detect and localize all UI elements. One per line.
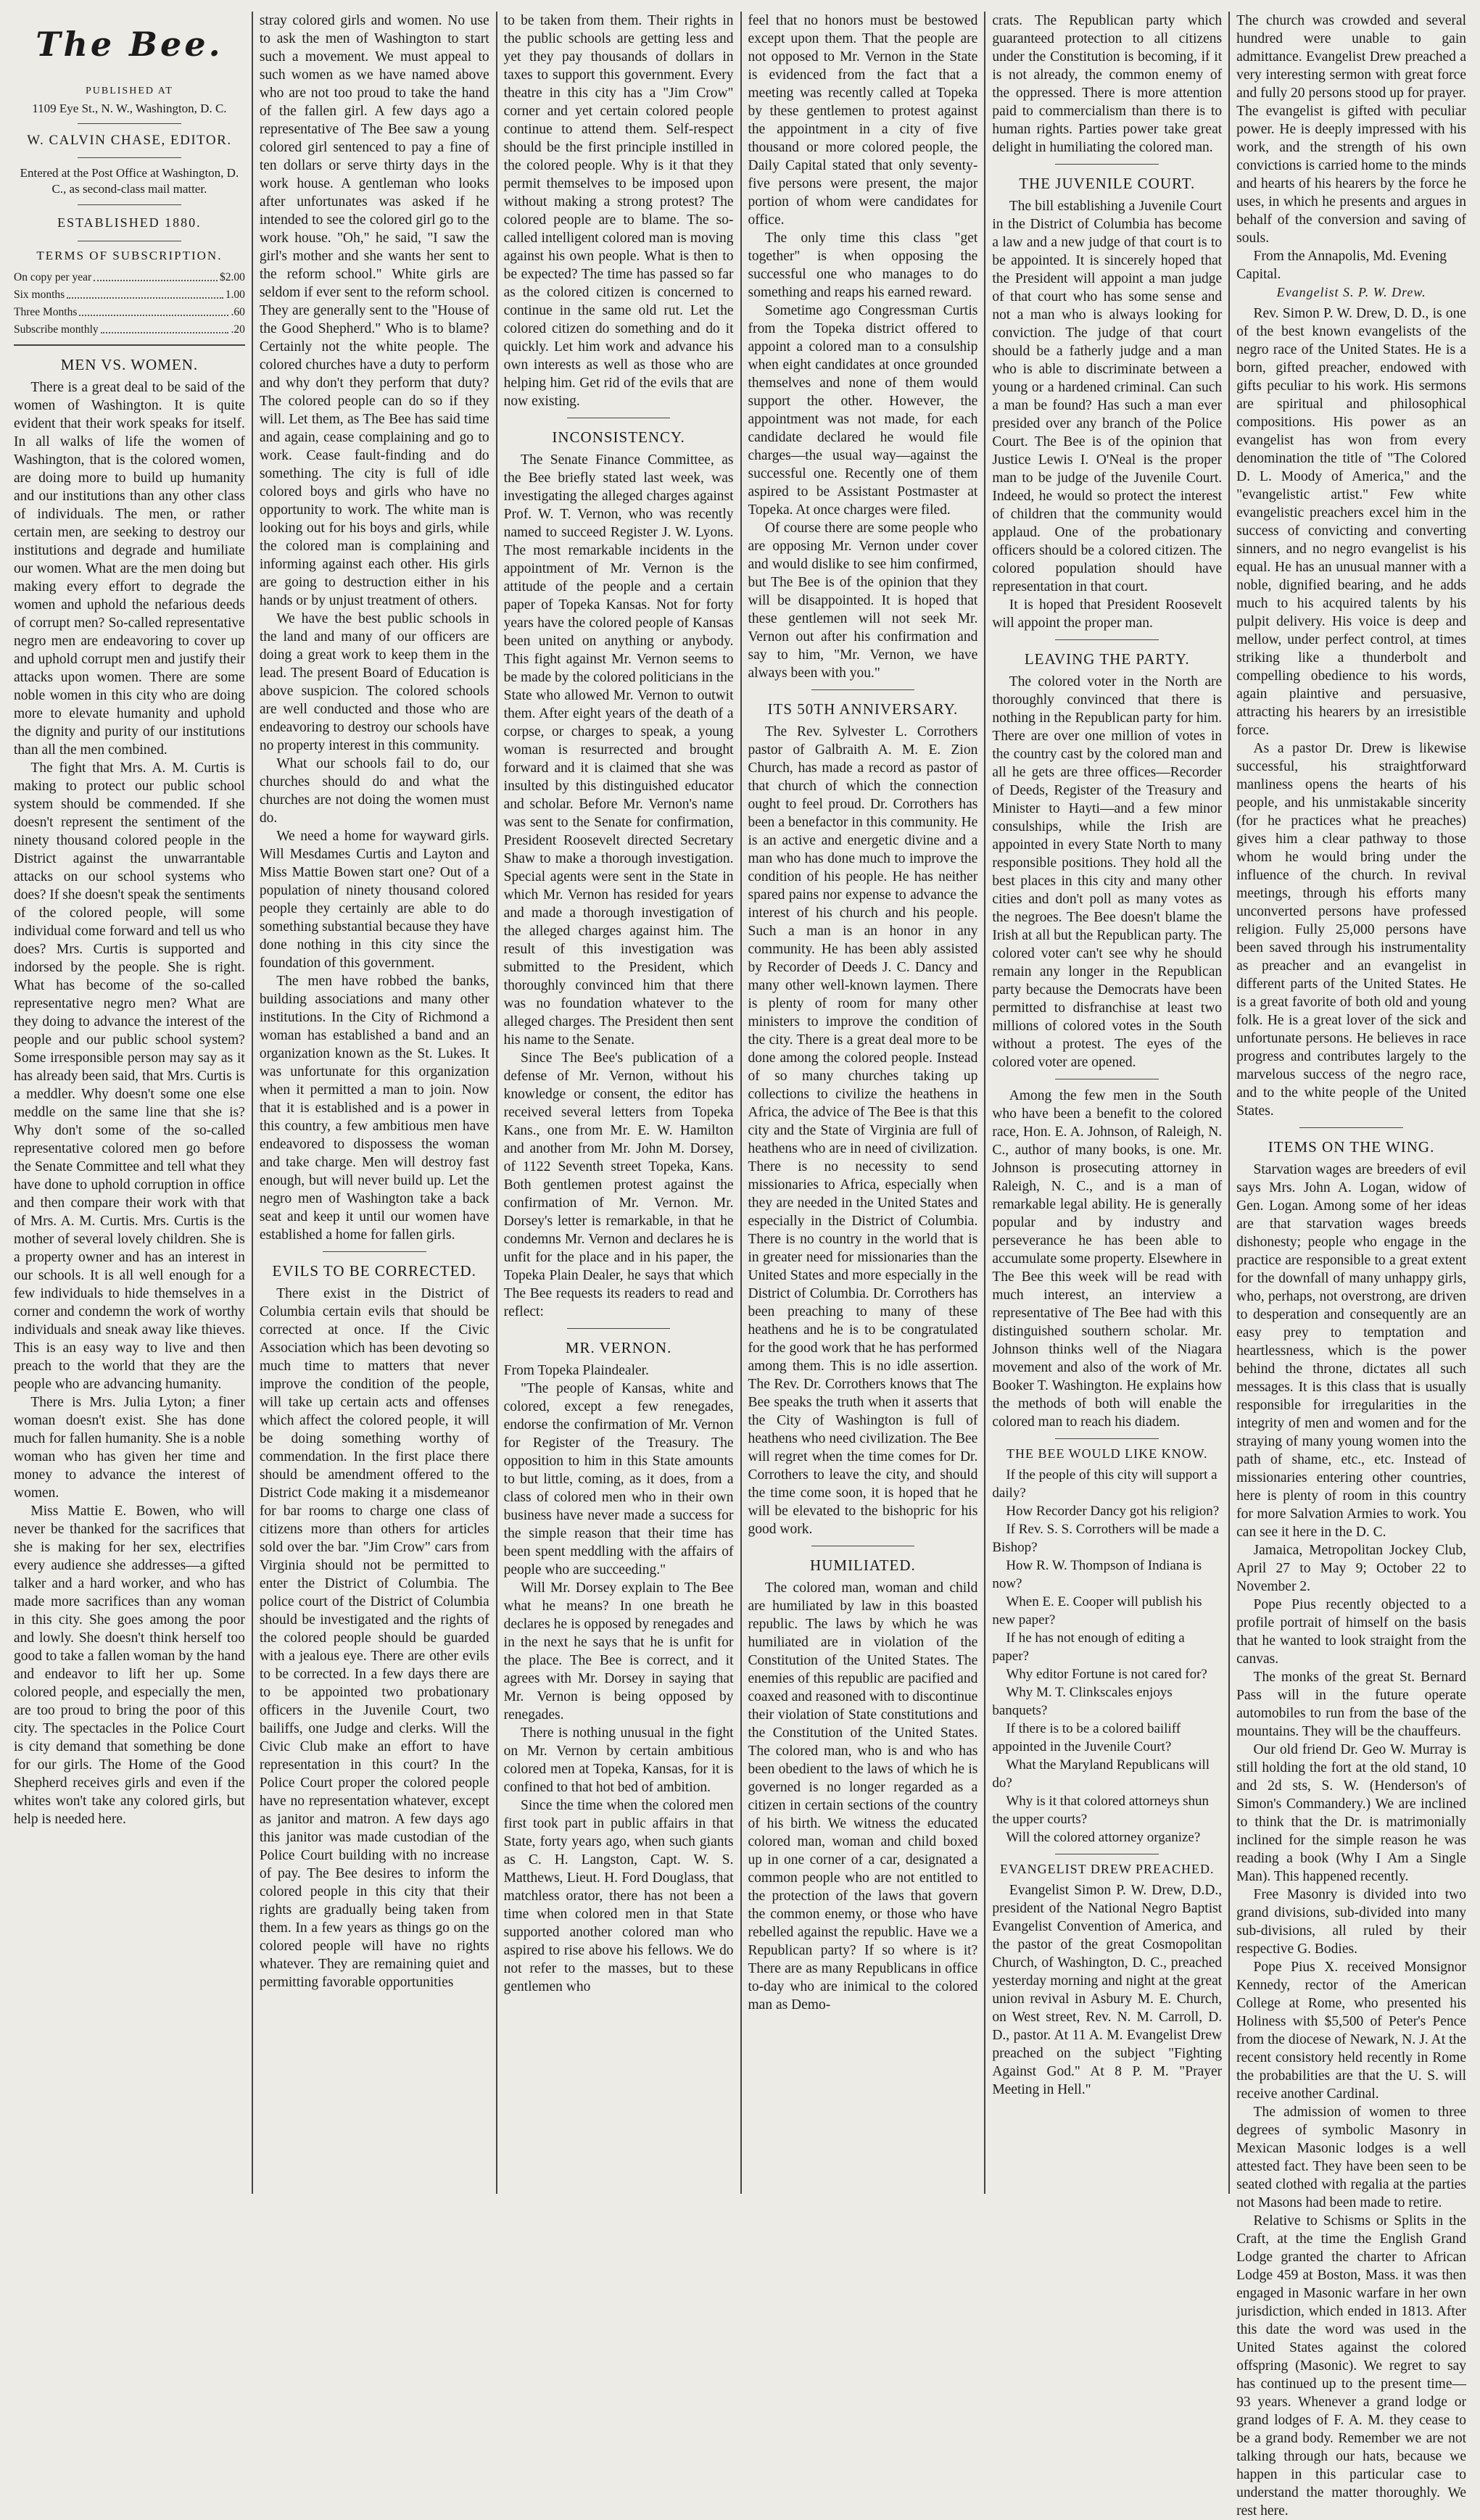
column-3 xyxy=(496,12,740,2194)
query-item: Why is it that colored attorneys shun the upper courts? xyxy=(992,1794,1209,1827)
query-item: Why editor Fortune is not cared for? xyxy=(1006,1667,1207,1682)
terms-row: Six months 1.00 xyxy=(14,286,245,304)
divider xyxy=(78,123,181,124)
article-paragraph: Since The Bee's publication of a defense of Mr. Vernon, without his knowledge or consent, the editor has received several letters from Topeka Kans., one from Mr. E. W. Hamilton and another from Mr. John M. Dorsey, of 1122 Seventh street Topeka, Kans. Both gentlemen protest against the confirmation of Mr. Vernon. Mr. Dorsey's letter is remarkable, in that he condemns Mr. Vernon and declares he is unfit for the place and in his paper, the Topeka Plain Dealer, he says that which The Bee requests its readers to read and reflect: xyxy=(503,1050,734,1319)
headline-evangelist-drew: EVANGELIST DREW PREACHED. xyxy=(999,1862,1215,1876)
terms-list xyxy=(14,269,245,339)
divider xyxy=(78,204,181,205)
headline-men-vs-women: MEN VS. WOMEN. xyxy=(60,356,199,373)
divider xyxy=(567,1328,671,1329)
article-paragraph: Will Mr. Dorsey explain to The Bee what he means? In one breath he declares he is opposed by renegades and in the next he says that he is unfit for the place. The Bee is correct, and it agrees with Mr. Dorsey in saying that Mr. Vernon is being opposed by renegades. xyxy=(503,1580,734,1723)
published-at: PUBLISHED AT xyxy=(85,86,173,96)
article-paragraph: The colored voter in the North are thoroughly convinced that there is nothing in the Republican party for him. There are over one million of votes in the country cast by the colored man and all he gets are three offices—Recorder of Deeds, Register of the Treasury and Minister to Hayti—and a few minor consulships, while the Irish are appointed in every State North to many responsible positions. They hold all the best places in this city and many other cities and don't poll as many votes as the negroes. The Bee doesn't blame the Irish at all but the Republican party. The colored voter can't see why he should remain any longer in the Republican party because the Democrats have been permitted to disfranchise at least two millions of colored votes in the South without a protest. The eyes of the colored voter are opened. xyxy=(992,674,1223,1070)
divider xyxy=(78,157,181,158)
divider xyxy=(14,344,245,346)
divider xyxy=(1055,1438,1159,1439)
column-5 xyxy=(984,12,1228,2194)
article-paragraph: The only time this class "get together" is when opposing the successful one who manages to do something and reaps his earned reward. xyxy=(748,231,978,300)
article-paragraph: The men have robbed the banks, building associations and many other institutions. In the City of Richmond a woman has established a band and an organization known as the St. Lukes. It was unfortunate for this organization when it permitted a man to join. Now that it is established and is a power in this country, a few ambitious men have endeavored to dispossess the woman and take charge. Men will destroy fast enough, but will never build up. Let the negro men of Washington take a back seat and keep it until our women have established a home for fallen girls. xyxy=(259,974,489,1243)
article-paragraph: What our schools fail to do, our churches should do and what the churches are not doing the women must do. xyxy=(259,756,489,826)
article-paragraph: Jamaica, Metropolitan Jockey Club, April 27 to May 9; October 22 to November 2. xyxy=(1236,1543,1466,1594)
article-paragraph: crats. The Republican party which guaranteed protection to all citizens under the Constitution is becoming, if it is not already, the common enemy of the oppressed. There is more attention paid to commercialism than there is to human rights. Parties power take great delight in humiliating the colored man. xyxy=(992,13,1223,155)
article-paragraph: There is a great deal to be said of the women of Washington. It is quite evident that their work speaks for itself. In all walks of life the women of Washington, that is the colored women, are doing more to build up humanity and our institutions than any other class of individuals. The men, or rather certain men, are seeking to destroy our institutions and degrade and humiliate our women. What are the men doing but making every effort to degrade the women and uphold the nefarious deeds of corrupt men? So-called representative negro men are endeavoring to cover up and uphold corrupt men and justify their attacks upon women. There are some noble women in this city who are doing more to elevate humanity and uphold the dignity and purity of our institutions than all the men combined. xyxy=(14,380,245,758)
headline-mr-vernon: MR. VERNON. xyxy=(565,1339,672,1356)
article-paragraph: Of course there are some people who are opposing Mr. Vernon under cover and would dislike to see him confirmed, but The Bee is of the opinion that they will be disappointed. It is hoped that these gentlemen will not seek Mr. Vernon out after his confirmation and say to him, "Mr. Vernon, we have always been with you." xyxy=(748,521,978,681)
address: 1109 Eye St., N. W., Washington, D. C. xyxy=(32,101,227,115)
headline-drew-profile: Evangelist S. P. W. Drew. xyxy=(1276,285,1426,299)
column-2 xyxy=(252,12,496,2194)
article-paragraph: to be taken from them. Their rights in the public schools are getting less and yet they pay thousands of dollars in taxes to support this government. Every theatre in this city has a "Jim Crow" corner and yet certain colored people continue to attend them. Self-respect should be the first principle instilled in the colored people. Why is it that they permit themselves to be imposed upon without making a strong protest? The colored people are to blame. The so-called intelligent colored man is moving against his own people. What is then to be expected? The time has passed so far as the colored citizen is concerned to continue in the same old rut. Let the colored citizen do something and do it quickly. Let him work and advance his own interests as well as those who are helping him. Get rid of the evils that are now existing. xyxy=(503,13,734,409)
article-paragraph: Evangelist Simon P. W. Drew, D.D., president of the National Negro Baptist Evangelist Convention of America, and the pastor of the great Cosmopolitan Church, of Washington, D. C., preached yesterday morning and night at the great union revival in Asbury M. E. Church, on West street, Rev. N. M. Carroll, D. D., pastor. At 11 A. M. Evangelist Drew preached on the subject "Fighting Against God." At 8 P. M. "Prayer Meeting in Hell." xyxy=(992,1883,1223,2097)
article-paragraph: feel that no honors must be bestowed except upon them. That the people are not opposed to Mr. Vernon in the State is evidenced from the fact that a meeting was recently called at Topeka by these gentlemen to protest against the appointment in a city of five thousand or more colored people, the Daily Capital stated that only seventy-five persons were present, the major portion of whom were candidates for office. xyxy=(748,13,978,228)
article-paragraph: Free Masonry is divided into two grand divisions, sub-divided into many sub-divisions, all ruled by their respective G. Bodies. xyxy=(1236,1887,1466,1957)
article-paragraph: There is nothing unusual in the fight on Mr. Vernon by certain ambitious colored men at Topeka, Kansas, for it is confined to that hot bed of ambition. xyxy=(503,1725,734,1795)
established: ESTABLISHED 1880. xyxy=(57,215,202,230)
article-paragraph: The admission of women to three degrees of symbolic Masonry in Mexican Masonic lodges is a well attested fact. They have been seen to be seated clothed with regalia at the parties not Masons had been made to retire. xyxy=(1236,2105,1466,2210)
article-paragraph: Relative to Schisms or Splits in the Craft, at the time the English Grand Lodge granted the charter to African Lodge 459 at Boston, Mass. it was then engaged in Masonic warfare in her own jurisdiction, which ended in 1813. After this date the word was used in the United States against the colored offspring (Masonic). We regret to say has continued up to the present time—93 years. Whenever a grand lodge or grand lodges of F. A. M. they cease to be a grand body. Remember we are not talking through our hats, because we happen in this particular case to understand the matter thoroughly. We rest here. xyxy=(1236,2213,1466,2519)
article-paragraph: Our old friend Dr. Geo W. Murray is still holding the fort at the old stand, 10 and 2d sts, S. W. (Henderson's of Simon's Commandery.) We are inclined to think that the Dr. is matrimonially inclined for the simple reason he was reading a book (Why I Am a Single Man). This happened recently. xyxy=(1236,1742,1466,1884)
headline-evils: EVILS TO BE CORRECTED. xyxy=(272,1262,476,1280)
article-source: From Topeka Plaindealer. xyxy=(503,1363,649,1378)
article-paragraph: There exist in the District of Columbia certain evils that should be corrected at once. If the Civic Association which has been devoting so much time to matters that never improve the condition of the people, will take up certain acts and offenses which affect the colored people, it will be doing something worthy of commendation. In the first place there should be amendment offered to the District Code making it a misdemeanor for bar rooms to charge one class of citizens more than others for articles sold over the bar. "Jim Crow" cars from Virginia should not be permitted to enter the District of Columbia. The police court of the District of Columbia should be investigated and the rights of the colored people should be guarded with a jealous eye. There are other evils to be corrected. In a few days there are to be appointed two probationary officers in the Juvenile Court, two bailiffs, one Judge and clerks. Will the Civic Club make an effort to have representation in this court? In the Police Court proper the colored people have no representation whatever, except as janitor and matron. A few days ago this janitor was made custodian of the Police Court building with no increase of pay. The Bee desires to inform the colored people in this city that their rights are gradually being taken from them. In a few years as things go on the colored people will have no rights whatever. They are remaining quiet and permitting favorable opportunities xyxy=(259,1286,489,1990)
article-paragraph: Among the few men in the South who have been a benefit to the colored race, Hon. E. A. Johnson, of Raleigh, N. C., author of many books, is one. Mr. Johnson is prosecuting attorney in Raleigh, N. C., and is a man of remarkable legal ability. He is generally popular and by industry and perseverance he has been able to accumulate some property. Elsewhere in The Bee this week will be read with much interest, an interview a representative of The Bee had with this distinguished southern scholar. Mr. Johnson thinks well of the Niagara movement and also of the work of Mr. Booker T. Washington. He explains how the methods of both will enable the colored man to reach his diadem. xyxy=(992,1088,1223,1430)
column-6 xyxy=(1228,12,1473,2519)
headline-inconsistency: INCONSISTENCY. xyxy=(552,428,685,446)
query-item: How R. W. Thompson of Indiana is now? xyxy=(992,1558,1202,1591)
query-item: Will the colored attorney organize? xyxy=(1006,1830,1201,1845)
article-paragraph: As a pastor Dr. Drew is likewise successful, his straightforward manliness opens the hearts of his people, and his unmistakable sincerity (for he practices what he preaches) gives him a clear pathway to those whom he would bring under the influence of the church. In revival meetings, through his efforts many unconverted persons have professed religion. Fully 25,000 persons have been saved through his instrumentality as preacher and an evangelist in different parts of the United States. He is a great favorite of both old and young folk. He is a great lover of the sick and unfortunate persons. He believes in race progress and contributes largely to the marvelous success of the negro race, and to the white people of the United States. xyxy=(1236,741,1466,1119)
article-paragraph: Since the time when the colored men first took part in public affairs in that State, forty years ago, when such giants as C. H. Langston, Capt. W. S. Matthews, Lieut. H. Ford Douglass, that matchless orator, there has not been a time when colored men in that State supported another colored man who aspired to rise above his fellows. We do not refer to the masses, but to these gentlemen who xyxy=(503,1798,734,1994)
article-paragraph: Starvation wages are breeders of evil says Mrs. John A. Logan, widow of Gen. Logan. Among some of her ideas are that starvation wages breeds dishonesty; people who engage in the practice are responsible to a great extent for the downfall of many unhappy girls, who, perhaps, not overstrong, are driven to desperation and consequently are an easy prey to temptation and heartlessness, which is the power behind the throne, dictates all such messages. It is this class that is usually responsible for irregularities in the integrity of men and women and for the straying of many young women into the path of shame, etc., etc. Instead of missionaries entering other countries, here is plenty of room in this country for more Salvation Armies to work. You can see it here in the D. C. xyxy=(1236,1162,1466,1540)
column-4 xyxy=(740,12,985,2194)
divider xyxy=(323,1251,426,1252)
query-item: What the Maryland Republicans will do? xyxy=(992,1757,1210,1791)
query-item: How Recorder Dancy got his religion? xyxy=(1006,1504,1220,1519)
terms-heading: TERMS OF SUBSCRIPTION. xyxy=(36,249,223,262)
article-paragraph: The Rev. Sylvester L. Corrothers pastor of Galbraith A. M. E. Zion Church, has made a record as pastor of that church of which the connection ought to feel proud. Dr. Corrothers has been a benefactor in this community. He is an active and energetic divine and a man who has done much to improve the condition of his people. He has neither spared pains nor expense to advance the interest of his church and his people. Such a man is an honor in any community. He has been ably assisted by Recorder of Deeds J. C. Dancy and many other well-known laymen. There is plenty of room for many other ministers to improve the condition of the city. There is a great deal more to be done among the colored people. Instead of so many churches taking up collections to civilize the heathens in Africa, the advice of The Bee is that this city and the State of Virginia are full of heathens who are in need of civilization. There is no necessity to send missionaries to Africa, especially when they are needed in the United States and especially in the District of Columbia. There is no country in the world that is in greater need for missionaries than the United States and more especially in the District of Columbia. Dr. Corrothers has been preaching to many of these heathens and he is to be congratulated for the good work that he has performed among them. This is no idle assertion. The Rev. Dr. Corrothers knows that The Bee speaks the truth when it asserts that the City of Washington is full of heathens who need civilization. The Bee will regret when the time comes for Dr. Corrothers to leave the city, and should the time come soon, it is hoped that he will be elevated to the bishopric for his good work. xyxy=(748,724,978,1537)
headline-leaving-party: LEAVING THE PARTY. xyxy=(1024,650,1190,668)
article-paragraph: There is Mrs. Julia Lyton; a finer woman doesn't exist. She has done much for fallen humanity. She is a noble woman who has given her time and money to advance the interest of women. xyxy=(14,1395,245,1501)
editor-line: W. CALVIN CHASE, EDITOR. xyxy=(27,133,232,148)
article-paragraph: The church was crowded and several hundred were unable to gain admittance. Evangelist Drew preached a very interesting sermon with great force and fully 20 persons stood up for prayer. The evangelist is gifted with peculiar power. He is deeply impressed with his work, and the strength of his own convictions is carried home to the minds and hearts of his hearers by the force he uses, in which he presents and argues in behalf of the conversion and saving of souls. xyxy=(1236,13,1466,246)
query-item: Why M. T. Clinkscales enjoys banquets? xyxy=(992,1685,1173,1718)
column-1 xyxy=(7,12,252,2194)
headline-bee-would-like: THE BEE WOULD LIKE KNOW. xyxy=(1006,1446,1208,1461)
article-paragraph: The bill establishing a Juvenile Court in the District of Columbia has become a law and a new judge of that court is to be appointed. It is sincerely hoped that the President will appoint a man judge of that court who has some sense and not a man who is always looking for conviction. The judge of that court should be a fatherly judge and a man who is able to discriminate between a young or a hardened criminal. Can such a man be found? Has such a man ever presided over any branch of the Police Court. The Bee is of the opinion that Justice Lewis I. O'Neal is the proper man to be judge of the Juvenile Court. Indeed, he would so protect the interest of children that the community would applaud. One of the probationary officers should be a colored citizen. The colored population should have representation in that court. xyxy=(992,199,1223,594)
terms-row: Subscribe monthly .20 xyxy=(14,321,245,339)
query-item: If the people of this city will support a daily? xyxy=(992,1467,1218,1501)
headline-anniversary: ITS 50TH ANNIVERSARY. xyxy=(767,700,959,718)
article-paragraph: Rev. Simon P. W. Drew, D. D., is one of the best known evangelists of the negro race of the United States. He is a born, gifted preacher, endowed with gifts peculiar to his work. His sermons are spiritual and philosophical compositions. His power as an evangelist has won from every denomination the title of "The Colored D. L. Moody of America," and the "evangelistic artist." Few white evangelistic preachers excel him in the success of convicting and converting sinners, and no negro evangelist is his equal. He has an unusual manner with a noble, dignified bearing, and he adds much to his acquired talents by his pulpit delivery. His voice is deep and mellow, under perfect control, at times striking like a thunderbolt and compelling obedience to his words, again plaintive and persuasive, attracting his hearers by an irresistible force. xyxy=(1236,306,1466,738)
article-paragraph: It is hoped that President Roosevelt will appoint the proper man. xyxy=(992,597,1223,631)
terms-row: On copy per year $2.00 xyxy=(14,269,245,286)
article-paragraph: stray colored girls and women. No use to ask the men of Washington to start such a movement. We must appeal to such women as we have named above who are not too proud to take the hand of the fallen girl. A few days ago a representative of The Bee saw a young colored girl sentenced to pay a fine of ten dollars or serve thirty days in the work house. A gentleman who looks after unfortunates was asked if he intended to see the colored girl go to the work house. "Oh," he said, "I saw the girl's mother and she wants her sent to the reform school." White girls are seldom if ever sent to the reform school. They are generally sent to the "House of the Good Shepherd." Who is to blame? Certainly not the white people. The colored churches have a duty to perform and why don't they perform that duty? The colored people can do so if they will. Let them, as The Bee has said time and again, cease complaining and go to work. Cease fault-finding and do something. The city is full of idle colored boys and girls who have no opportunity to work. The white man is looking out for his boys and girls, while the colored man is complaining and informing against each other. His girls are going to destruction either in his hands or by unjust treatment of others. xyxy=(259,13,489,608)
query-item: If there is to be a colored bailiff appointed in the Juvenile Court? xyxy=(992,1721,1181,1754)
article-source: From the Annapolis, Md. Evening Capital. xyxy=(1236,249,1447,282)
article-paragraph: We need a home for wayward girls. Will Mesdames Curtis and Layton and Miss Mattie Bowen start one? Out of a population of ninety thousand colored people they certainly are able to do something substantial because they have done nothing in this city since the foundation of this government. xyxy=(259,829,489,971)
article-paragraph: Sometime ago Congressman Curtis from the Topeka district offered to appoint a colored man to a consulship when eight candidates at once grounded themselves and none of them would support the other. However, the appointment was not made, for each candidate declared he would file charges—the usual way—against the successful one. Recently one of them aspired to be Assistant Postmaster at Topeka. At once charges were filed. xyxy=(748,303,978,518)
headline-juvenile-court: THE JUVENILE COURT. xyxy=(1019,175,1196,192)
article-paragraph: The colored man, woman and child are humiliated by law in this boasted republic. The laws by which he was humiliated are in violation of the Constitution of the United States. The enemies of this republic are pacified and coaxed and reasoned with to discontinue their violation of State constitutions and the Constitution of the United States. The colored man, who is and who has been obedient to the laws of which he is governed is no longer regarded as a citizen in certain sections of the country of his birth. We witness the educated colored man, woman and child boxed up in one corner of a car, designated a common people who are not entitled to the protection of the laws that govern the common enemy, or those who have rebelled against the republic. Have we a Republican party? If so where is it? There are as many Republicans in office to-day who are inimical to the colored man as Demo- xyxy=(748,1580,978,2013)
headline-humiliated: HUMILIATED. xyxy=(810,1557,916,1574)
divider xyxy=(1055,164,1159,165)
article-paragraph: "The people of Kansas, white and colored, except a few renegades, endorse the confirmation of Mr. Vernon for Register of the Treasury. The opposition to him in this State amounts to but little, coming, as it does, from a class of colored men who in their own business have never made a success for the simple reason that their time has been spent meddling with the affairs of people who are succeeding." xyxy=(503,1381,734,1578)
terms-row: Three Months .60 xyxy=(14,304,245,321)
masthead-title: The Bee. xyxy=(36,25,223,64)
query-item: If Rev. S. S. Corrothers will be made a Bishop? xyxy=(992,1522,1220,1555)
article-paragraph: The monks of the great St. Bernard Pass will in the future operate automobiles to run from the base of the mountains. They will be the chauffeurs. xyxy=(1236,1670,1466,1739)
entered-notice: Entered at the Post Office at Washington, D. C., as second-class mail matter. xyxy=(20,166,239,196)
article-paragraph: Pope Pius recently objected to a profile portrait of himself on the basis that he wanted to look straight from the canvas. xyxy=(1236,1597,1466,1667)
article-paragraph: The fight that Mrs. A. M. Curtis is making to protect our public school system should be commended. If she doesn't represent the sentiment of the ninety thousand colored people in the District against the unwarrantable attacks on our school systems who does? If she doesn't speak the sentiments of the colored people, will some individual come forward and tell us who does? Mrs. Curtis is supported and indorsed by the people. She is right. What has become of the so-called representative negro men? What are they doing to advance the interest of the people and our public school system? Some irresponsible person may say as it has already been said, that Mrs. Curtis is a meddler. Why doesn't some one else meddle on the same line that she is? Why don't some of the so-called representative colored men go before the Senate Committee and tell what they have done to uphold corruption in office and then compare their work with that of Mrs. A. M. Curtis. Mrs. Curtis is the mother of several lovely children. She is a property owner and has an interest in our schools. It is all well enough for a few individuals to hide themselves in a corner and condemn the work of worthy individuals and sneak away like thieves. This is an easy way to live and then preach to the world that they are the people who are advancing humanity. xyxy=(14,760,245,1392)
article-paragraph: Pope Pius X. received Monsignor Kennedy, rector of the American College at Rome, who presented his Holiness with $5,500 of Peter's Pence from the diocese of Newark, N. J. At the recent consistory held recently in Rome the probabilities are that the U. S. will receive another Cardinal. xyxy=(1236,1960,1466,2102)
divider xyxy=(811,689,915,690)
query-item: When E. E. Cooper will publish his new paper? xyxy=(992,1594,1202,1628)
article-paragraph: Miss Mattie E. Bowen, who will never be thanked for the sacrifices that she is making for her sex, electrifies every audience she addresses—a gifted talker and a hard worker, and who has made more sacrifices than any woman in this city. She goes among the poor and lowly. She doesn't think herself too good to take a fallen woman by the hand and endeavor to lift her up. Some colored people, and especially the men, are too proud to bring the poor of this city. The spectacles in the Police Court is city demand that something be done for our girls. The Home of the Good Shepherd receives girls and even if the whites won't take any colored girls, but help is needed here. xyxy=(14,1504,245,1827)
article-paragraph: The Senate Finance Committee, as the Bee briefly stated last week, was investigating the alleged charges against Prof. W. T. Vernon, who was recently named to succeed Register J. W. Lyons. The most remarkable incidents in the appointment of Mr. Vernon is the attitude of the people and a certain paper of Topeka Kansas. Not for forty years have the colored people of Kansas been united on anything or anybody. This fight against Mr. Vernon seems to be made by the colored politicians in the State who allowed Mr. Vernon to outwit them. After eight years of the death of a corpse, or charges to speak, a young woman is resurrected and brought forward and it is claimed that she was insulted by this distinguished educator and scholar. Before Mr. Vernon's name was sent to the Senate for confirmation, President Roosevelt directed Secretary Shaw to make a thorough investigation. Special agents were sent in the State in which Mr. Vernon has resided for years and made a thorough investigation of the alleged charges against him. The result of this investigation was submitted to the President, which thoroughly convinced him that there was no foundation whatever to the alleged charges. The President then sent his name to the Senate. xyxy=(503,452,734,1048)
query-item: If he has not enough of editing a paper? xyxy=(992,1630,1185,1664)
article-paragraph: We have the best public schools in the land and many of our officers are doing a great work to keep them in the lead. The present Board of Education is above suspicion. The colored schools are well conducted and those who are endeavoring to destroy our schools have no property interest in this community. xyxy=(259,611,489,753)
divider xyxy=(1299,1127,1403,1128)
divider xyxy=(1055,639,1159,640)
headline-items-on-wing: ITEMS ON THE WING. xyxy=(1268,1138,1435,1156)
